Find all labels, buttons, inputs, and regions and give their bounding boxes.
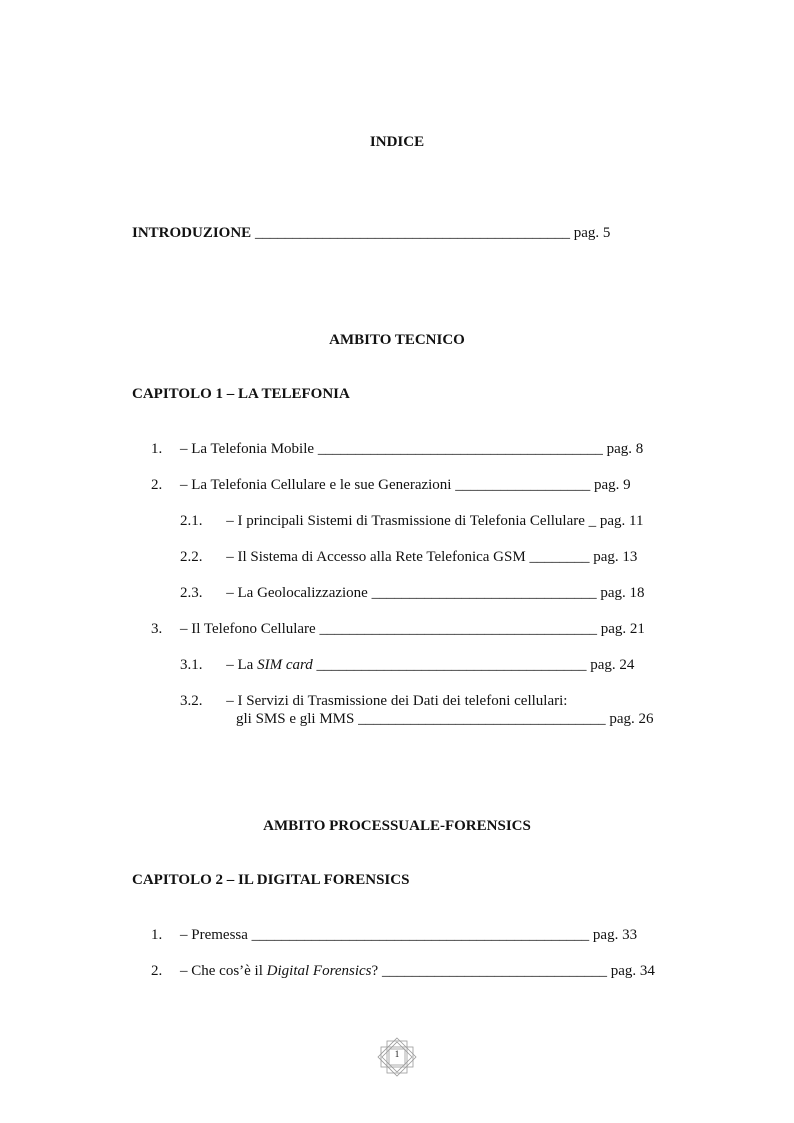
toc-page: pag. 26 bbox=[609, 711, 654, 727]
toc-entry[interactable] bbox=[180, 548, 637, 566]
toc-num: 2. bbox=[151, 477, 163, 493]
page-number: 1 bbox=[394, 1049, 400, 1059]
toc-text: – Il Telefono Cellulare bbox=[180, 621, 316, 637]
toc-page: pag. 18 bbox=[600, 585, 645, 601]
toc-leader: ________ bbox=[529, 549, 590, 565]
toc-page: pag. 24 bbox=[590, 657, 635, 673]
toc-text: – I Servizi di Trasmissione dei Dati dei telefoni cellulari: bbox=[226, 693, 568, 709]
toc-text: – La Telefonia Mobile bbox=[180, 441, 315, 457]
toc-text-italic: SIM card bbox=[257, 657, 313, 673]
toc-num: 3. bbox=[151, 621, 163, 637]
toc-entry-introduzione[interactable] bbox=[132, 224, 610, 242]
page-number-ornament bbox=[377, 1037, 417, 1077]
toc-page: pag. 5 bbox=[573, 225, 611, 241]
toc-entry-continuation[interactable] bbox=[236, 710, 654, 728]
toc-text: – I principali Sistemi di Trasmissione di Telefonia Cellulare bbox=[226, 513, 585, 529]
toc-text: – La Telefonia Cellulare e le sue Generazioni bbox=[180, 477, 452, 493]
toc-text: – La Geolocalizzazione bbox=[226, 585, 368, 601]
toc-leader: __________________________________________ bbox=[254, 225, 570, 241]
toc-text-italic: Digital Forensics bbox=[266, 963, 372, 979]
toc-label: INTRODUZIONE bbox=[132, 225, 252, 241]
toc-text: gli SMS e gli MMS bbox=[236, 711, 355, 727]
toc-entry[interactable] bbox=[151, 926, 637, 944]
toc-leader: _____________________________________ bbox=[319, 621, 597, 637]
toc-entry[interactable] bbox=[151, 620, 645, 638]
toc-entry[interactable] bbox=[151, 440, 643, 458]
toc-num: 2.2. bbox=[180, 549, 203, 565]
toc-leader: __________________ bbox=[455, 477, 591, 493]
chapter-title-2: CAPITOLO 2 – IL DIGITAL FORENSICS bbox=[132, 872, 410, 888]
toc-num: 1. bbox=[151, 927, 163, 943]
toc-leader: ______________________________ bbox=[371, 585, 597, 601]
toc-entry[interactable] bbox=[180, 512, 644, 530]
toc-entry[interactable] bbox=[151, 476, 631, 494]
toc-leader: _____________________________________________ bbox=[251, 927, 590, 943]
toc-text-suffix: ? bbox=[371, 963, 379, 979]
toc-num: 1. bbox=[151, 441, 163, 457]
section-title-tecnico: AMBITO TECNICO bbox=[329, 332, 465, 348]
toc-page: pag. 13 bbox=[593, 549, 638, 565]
toc-leader: ______________________________ bbox=[381, 963, 607, 979]
toc-entry[interactable] bbox=[180, 584, 645, 602]
toc-num: 2. bbox=[151, 963, 163, 979]
toc-text: – Il Sistema di Accesso alla Rete Telefonica GSM bbox=[226, 549, 526, 565]
toc-entry[interactable] bbox=[180, 692, 567, 710]
toc-num: 2.3. bbox=[180, 585, 203, 601]
toc-page: pag. 21 bbox=[600, 621, 645, 637]
toc-text: – Che cos’è il bbox=[180, 963, 267, 979]
toc-page: pag. 11 bbox=[599, 513, 644, 529]
toc-page: pag. 8 bbox=[606, 441, 644, 457]
toc-num: 3.1. bbox=[180, 657, 203, 673]
toc-entry[interactable] bbox=[180, 656, 634, 674]
toc-leader: _ bbox=[588, 513, 597, 529]
section-title-forensics: AMBITO PROCESSUALE-FORENSICS bbox=[263, 818, 531, 834]
toc-leader: _________________________________ bbox=[358, 711, 606, 727]
toc-leader: ______________________________________ bbox=[317, 441, 603, 457]
toc-num: 3.2. bbox=[180, 693, 203, 709]
toc-text: – Premessa bbox=[180, 927, 252, 943]
chapter-title-1: CAPITOLO 1 – LA TELEFONIA bbox=[132, 386, 350, 402]
toc-num: 2.1. bbox=[180, 513, 203, 529]
toc-text: – La bbox=[226, 657, 258, 673]
toc-page: pag. 34 bbox=[610, 963, 655, 979]
toc-page: pag. 33 bbox=[592, 927, 638, 943]
toc-leader: ____________________________________ bbox=[316, 657, 587, 673]
toc-page: pag. 9 bbox=[593, 477, 631, 493]
toc-entry[interactable] bbox=[151, 962, 655, 980]
page-title: INDICE bbox=[369, 134, 425, 150]
